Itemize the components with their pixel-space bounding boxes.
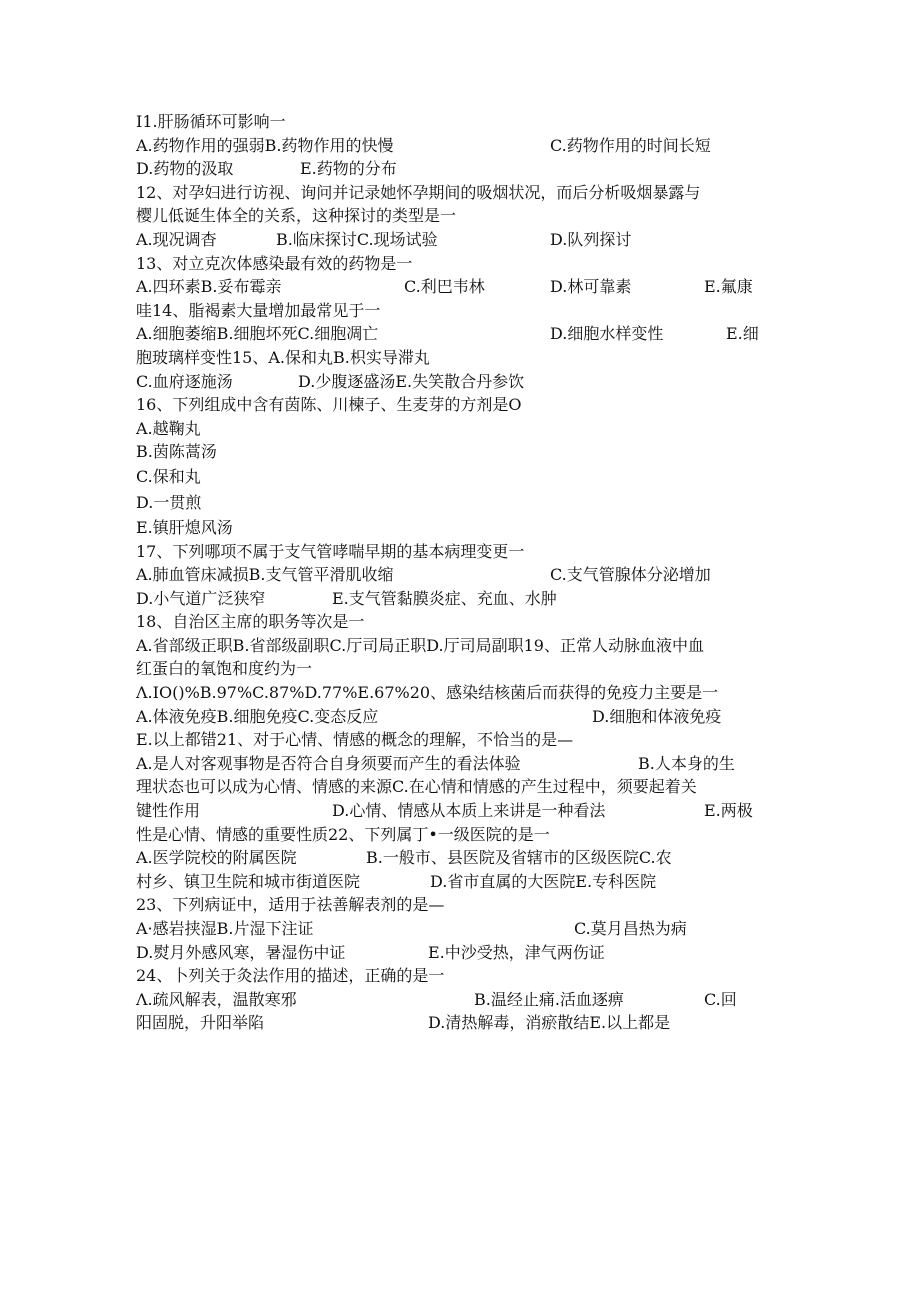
text-line bbox=[136, 490, 796, 516]
option-text: D.队列探讨 bbox=[550, 229, 632, 249]
option-text: B.临床探讨C.现场试验 bbox=[276, 229, 438, 249]
option-text: E.支气管黏膜炎症、充血、水肿 bbox=[332, 588, 557, 608]
option-text: 理状态也可以成为心情、情感的来源C.在心情和情感的产生过程中，须要起着关 bbox=[136, 777, 697, 797]
text-line bbox=[136, 964, 796, 988]
option-text: A.是人对客观事物是否符合自身须要而产生的看法体验 bbox=[136, 753, 521, 773]
option-text: A.药物作用的强弱B.药物作用的快慢 bbox=[136, 135, 394, 155]
text-line bbox=[136, 346, 796, 370]
text-line bbox=[136, 440, 796, 464]
question-15: 胞玻璃样变性15、A.保和丸B.枳实导滞丸 bbox=[136, 347, 430, 367]
question-18: 18、自治区主席的职务等次是一 bbox=[136, 612, 365, 632]
option-text: Λ.IO()%B.97%C.87%D.77%E.67%20、感染结核菌后而获得的免疫力主要是一 bbox=[136, 683, 719, 703]
option-text: C.药物作用的时间长短 bbox=[550, 135, 711, 155]
option-text: A·感岩挟湿B.片湿下注证 bbox=[136, 919, 314, 938]
option-text: C.保和丸 bbox=[136, 466, 201, 486]
text-line bbox=[136, 563, 796, 587]
option-text: A.医学院校的附属医院 bbox=[136, 848, 297, 868]
option-text: 村乡、镇卫生院和城市街道医院 bbox=[136, 871, 361, 891]
text-line bbox=[136, 540, 796, 564]
text-line bbox=[136, 988, 796, 1012]
text-line bbox=[136, 657, 796, 681]
question-17: 17、下列哪项不属于支气管哮喘早期的基本病理变更一 bbox=[136, 541, 525, 561]
option-text: E.氟康 bbox=[704, 277, 753, 297]
option-text: B.一般市、县医院及省辖市的区级医院C.农 bbox=[366, 848, 672, 868]
option-text: 键性作用 bbox=[136, 801, 201, 821]
text-line bbox=[136, 322, 796, 346]
text-line bbox=[136, 941, 796, 965]
text-line bbox=[136, 587, 796, 611]
option-text: A.省部级正职B.省部级副职C.厅司局正职D.厅司局副职19、正常人动脉血液中血 bbox=[136, 635, 704, 655]
text-line bbox=[136, 610, 796, 634]
option-text: B.人本身的生 bbox=[638, 753, 735, 773]
option-text: D.熨月外感风寒，暑湿伤中证 bbox=[136, 942, 346, 962]
text-line bbox=[136, 799, 796, 823]
option-text: C.血府逐施汤 bbox=[136, 371, 233, 391]
text-line bbox=[136, 299, 796, 323]
option-text: B.温经止痛.活血逐痹 bbox=[474, 989, 624, 1009]
text-line bbox=[136, 464, 796, 490]
text-line bbox=[136, 870, 796, 894]
text-line bbox=[136, 752, 796, 776]
option-text: D.药物的汲取 bbox=[136, 159, 234, 179]
text-line bbox=[136, 181, 796, 205]
question-14: 哇14、脂褐素大量增加最常见于一 bbox=[136, 300, 381, 320]
text-line bbox=[136, 157, 796, 181]
option-text: A.四环素B.妥布霉亲 bbox=[136, 277, 282, 297]
document-body bbox=[136, 110, 796, 1035]
option-text: 阳固脱，升阳举陷 bbox=[136, 1013, 265, 1033]
option-text: Λ.疏风解表，温散寒邪 bbox=[136, 989, 297, 1009]
text-line bbox=[136, 417, 796, 441]
text-line bbox=[136, 1011, 796, 1035]
option-text: C.回 bbox=[704, 989, 737, 1009]
question-11: I1.肝肠循环可影响一 bbox=[136, 112, 286, 131]
text-line bbox=[136, 110, 796, 134]
option-text: A.越鞠丸 bbox=[136, 418, 201, 438]
option-text: D.小气道广泛狭窄 bbox=[136, 588, 266, 608]
question-23: 23、下列病证中，适用于祛善解表剂的是— bbox=[136, 895, 445, 915]
option-text: A.细胞萎缩B.细胞坏死C.细胞凋亡 bbox=[136, 324, 379, 344]
question-21: E.以上都错21、对于心情、情感的概念的理解，不恰当的是— bbox=[136, 730, 574, 750]
option-text: D.细胞和体液免疫 bbox=[592, 706, 722, 726]
option-text: D.心情、情感从本质上来讲是一种看法 bbox=[332, 801, 606, 821]
option-text: A.体液免疫B.细胞免疫C.变态反应 bbox=[136, 706, 379, 726]
text-line bbox=[136, 134, 796, 158]
text-line bbox=[136, 634, 796, 658]
option-text: A.肺血管床减损B.支气管平滑肌收缩 bbox=[136, 565, 394, 585]
text-line bbox=[136, 823, 796, 847]
text-line bbox=[136, 681, 796, 705]
question-12: 12、对孕妇进行访视、询问并记录她怀孕期间的吸烟状况，而后分析吸烟暴露与 bbox=[136, 182, 701, 202]
question-22: 性是心情、情感的重要性质22、下列属丁•一级医院的是一 bbox=[136, 824, 550, 844]
question-text: 红蛋白的氧饱和度约为一 bbox=[136, 659, 313, 679]
option-text: D.细胞水样变性 bbox=[550, 324, 664, 344]
text-line bbox=[136, 705, 796, 729]
option-text: E.镇肝熄风汤 bbox=[136, 517, 233, 537]
text-line bbox=[136, 893, 796, 917]
option-text: D.一贯煎 bbox=[136, 492, 202, 512]
option-text: C.支气管腺体分泌增加 bbox=[550, 565, 711, 585]
text-line bbox=[136, 204, 796, 228]
option-text: D.少腹逐盛汤E.失笑散合丹参饮 bbox=[298, 371, 525, 391]
option-text: C.莫月昌热为病 bbox=[574, 919, 687, 938]
option-text: C.利巴韦林 bbox=[404, 277, 485, 297]
option-text: E.两极 bbox=[704, 801, 753, 821]
option-text: E.药物的分布 bbox=[300, 159, 397, 179]
text-line bbox=[136, 370, 796, 394]
question-text: 樱儿低诞生体全的关系，这种探讨的类型是一 bbox=[136, 206, 457, 226]
option-text: E.中沙受热，津气两伤证 bbox=[428, 942, 605, 962]
option-text: D.林可靠素 bbox=[550, 277, 632, 297]
text-line bbox=[136, 728, 796, 752]
text-line bbox=[136, 228, 796, 252]
option-text: D.省市直属的大医院E.专科医院 bbox=[430, 871, 657, 891]
text-line bbox=[136, 516, 796, 540]
option-text: E.细 bbox=[726, 324, 759, 344]
question-24: 24、卜列关于灸法作用的描述，正确的是一 bbox=[136, 966, 445, 986]
question-13: 13、对立克次体感染最有效的药物是一 bbox=[136, 253, 413, 273]
option-text: D.清热解毒，消瘀散结E.以上都是 bbox=[428, 1013, 671, 1033]
text-line bbox=[136, 275, 796, 299]
text-line bbox=[136, 917, 796, 941]
text-line bbox=[136, 775, 796, 799]
text-line bbox=[136, 393, 796, 417]
text-line bbox=[136, 846, 796, 870]
text-line bbox=[136, 252, 796, 276]
question-16: 16、下列组成中含有茵陈、川楝子、生麦芽的方剂是O bbox=[136, 395, 522, 415]
option-text: A.现况调杳 bbox=[136, 229, 217, 249]
option-text: B.茵陈蒿汤 bbox=[136, 442, 217, 462]
